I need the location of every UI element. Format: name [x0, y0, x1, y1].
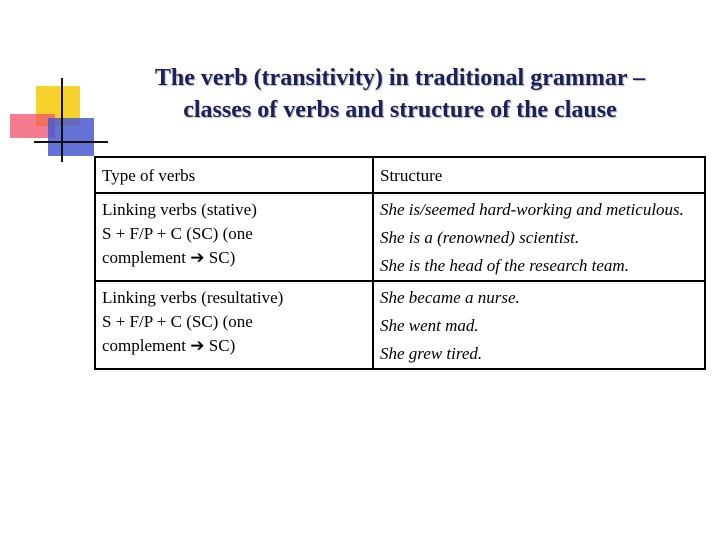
example-sentence: She grew tired.	[380, 344, 483, 363]
type-line: Linking verbs (resultative)	[102, 288, 284, 307]
title-line-1: The verb (transitivity) in traditional grammar –	[154, 65, 646, 91]
example-sentence: She went mad.	[380, 316, 479, 335]
type-line: complement ➔ SC)	[102, 336, 236, 355]
type-line: S + F/P + C (SC) (one	[102, 224, 253, 243]
table-row	[95, 193, 705, 281]
type-line: S + F/P + C (SC) (one	[102, 312, 253, 331]
type-cell	[95, 281, 373, 369]
example-sentence: She is/seemed hard-working and meticulous.	[380, 200, 684, 219]
table-header-row	[95, 157, 705, 193]
type-cell	[95, 193, 373, 281]
structure-cell	[373, 281, 705, 369]
title-line-2: classes of verbs and structure of the clause	[183, 97, 617, 123]
type-line: Linking verbs (stative)	[102, 200, 257, 219]
example-sentence: She became a nurse.	[380, 288, 520, 307]
header-type-of-verbs: Type of verbs	[95, 157, 373, 193]
table-row	[95, 281, 705, 369]
example-sentence: She is the head of the research team.	[380, 256, 629, 275]
example-sentence: She is a (renowned) scientist.	[380, 228, 580, 247]
blue-square	[48, 118, 94, 156]
structure-cell	[373, 193, 705, 281]
header-structure: Structure	[373, 157, 705, 193]
slide-title	[95, 62, 705, 126]
verb-classes-table	[94, 156, 706, 370]
type-line: complement ➔ SC)	[102, 248, 236, 267]
decorative-squares	[0, 0, 110, 170]
